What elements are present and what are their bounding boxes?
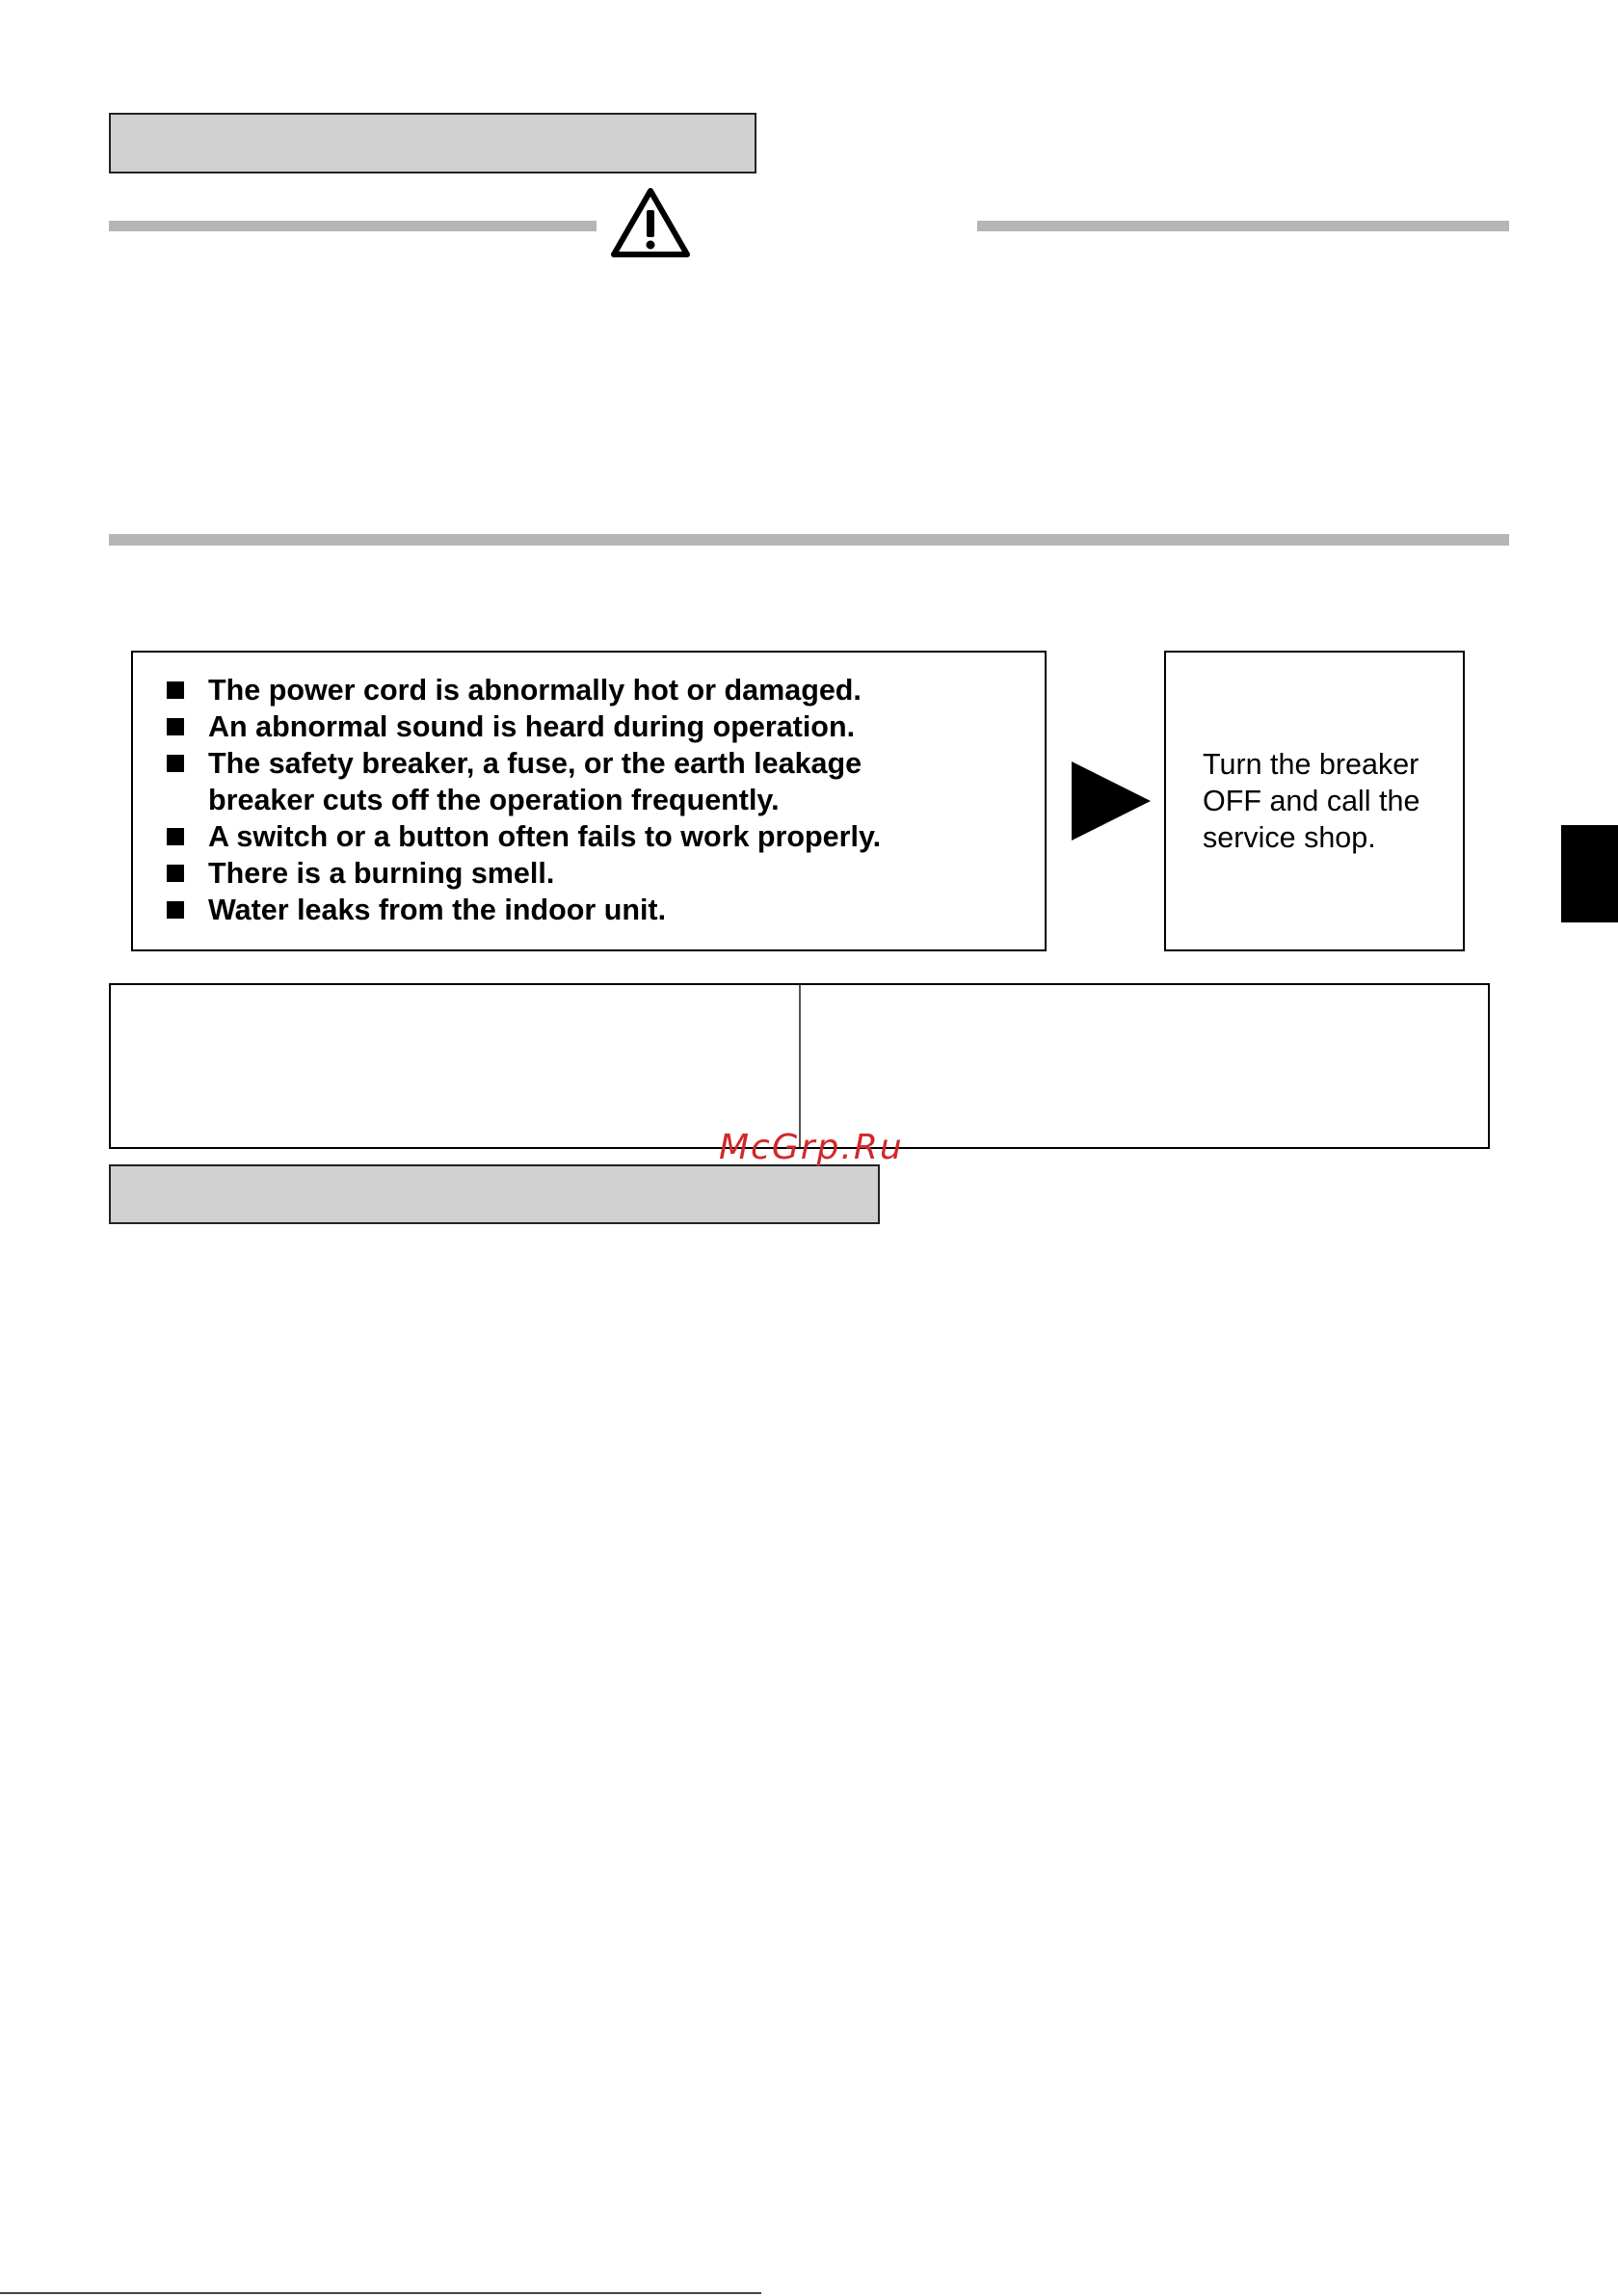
condition-text: The safety breaker, a fuse, or the earth leakage — [208, 747, 862, 780]
condition-text: A switch or a button often fails to work properly. — [208, 820, 882, 853]
action-line: service shop. — [1203, 821, 1376, 854]
condition-text: The power cord is abnormally hot or damaged. — [208, 674, 862, 707]
watermark-text: McGrp.Ru — [719, 1128, 904, 1167]
footer-line — [0, 2292, 761, 2294]
condition-item — [164, 892, 1025, 928]
condition-item — [164, 855, 1025, 892]
action-box — [1164, 651, 1465, 951]
column-divider — [799, 985, 801, 1147]
side-index-tab — [1561, 825, 1618, 922]
section-header-bar-2 — [109, 1164, 880, 1224]
condition-item — [164, 708, 1025, 745]
action-line: OFF and call the — [1203, 785, 1420, 817]
condition-item-continuation — [164, 782, 1025, 818]
condition-item — [164, 672, 1025, 708]
abnormal-conditions-list — [164, 672, 1025, 928]
condition-text: There is a burning smell. — [208, 857, 555, 890]
square-bullet-icon — [167, 755, 184, 772]
square-bullet-icon — [167, 901, 184, 919]
condition-item — [164, 745, 1025, 782]
warning-rule-right — [977, 221, 1509, 231]
condition-item — [164, 818, 1025, 855]
section-separator-rule — [109, 534, 1509, 546]
condition-text: breaker cuts off the operation frequently. — [208, 784, 780, 816]
section-header-bar — [109, 113, 756, 174]
square-bullet-icon — [167, 718, 184, 735]
action-line: Turn the breaker — [1203, 748, 1419, 781]
two-column-box — [109, 983, 1490, 1149]
condition-text: Water leaks from the indoor unit. — [208, 894, 667, 926]
condition-text: An abnormal sound is heard during operation. — [208, 710, 856, 743]
warning-rule-left — [109, 221, 597, 231]
warning-triangle-icon — [609, 185, 692, 260]
square-bullet-icon — [167, 681, 184, 699]
abnormal-conditions-box — [131, 651, 1047, 951]
right-arrow-icon — [1072, 761, 1151, 841]
square-bullet-icon — [167, 865, 184, 882]
action-text — [1203, 746, 1419, 856]
square-bullet-icon — [167, 828, 184, 845]
